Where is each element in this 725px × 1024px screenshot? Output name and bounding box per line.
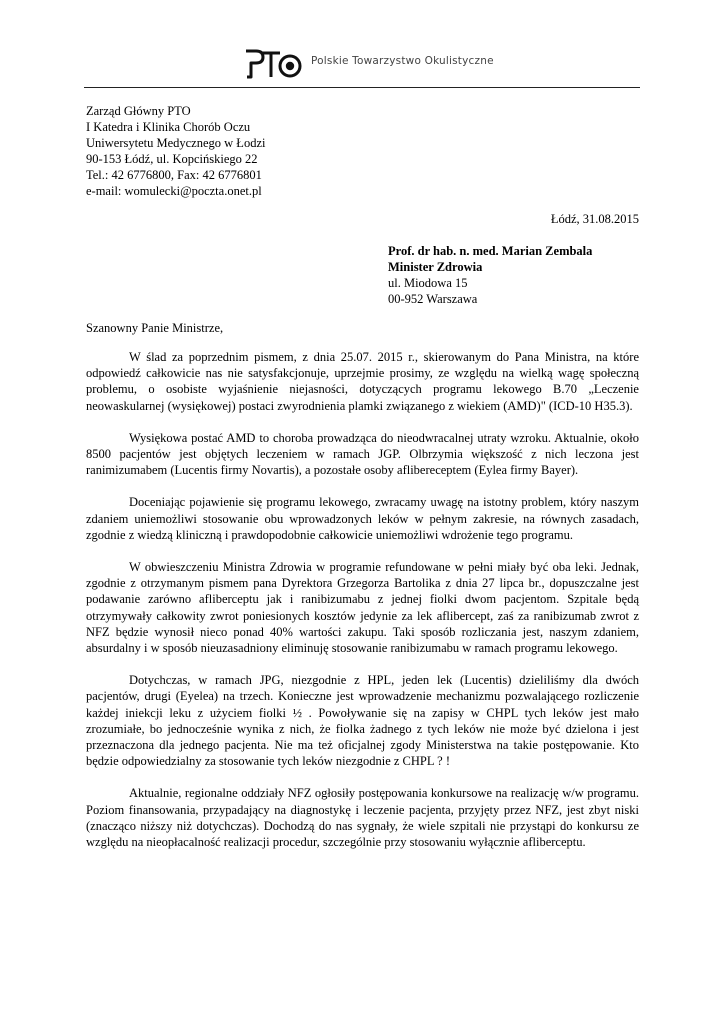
recipient-city: 00-952 Warszawa <box>388 292 478 306</box>
sender-line: 90-153 Łódź, ul. Kopcińskiego 22 <box>86 152 258 166</box>
letterhead <box>84 45 640 89</box>
recipient-street: ul. Miodowa 15 <box>388 276 468 290</box>
sender-phone: Tel.: 42 6776800, Fax: 42 6776801 <box>86 168 262 182</box>
paragraph: Aktualnie, regionalne oddziały NFZ ogłosiły postępowania konkursowe na realizację w/w programu. Poziom finansowania, przypadający na diagnostykę i leczenie pacjenta, przyjęty przez NFZ, jest zbyt niski (znacząco niższy niż dotychczas). Dochodzą do nas sygnały, że wiele szpitali nie przystąpi do konkursu ze względu na nieopłacalność realizacji procedur, szczególnie przy stosowaniu wyłącznie afliberceptu. <box>86 786 639 850</box>
header-divider <box>84 87 640 88</box>
letter-date: Łódź, 31.08.2015 <box>550 212 639 226</box>
recipient-address <box>388 243 592 307</box>
salutation: Szanowny Panie Ministrze, <box>86 321 224 335</box>
pto-logo <box>244 47 304 81</box>
letter-body <box>86 349 639 866</box>
organization-name: Polskie Towarzystwo Okulistyczne <box>311 55 494 67</box>
paragraph: W ślad za poprzednim pismem, z dnia 25.07. 2015 r., skierowanym do Pana Ministra, na które odpowiedź całkowicie nas nie satysfakcjonuje, uprzejmie prosimy, ze względu na wielką wagę społeczną problemu, o osobiste wyjaśnienie niejasności, dotyczących programu lekowego B.70 „Leczenie neowaskularnej (wysiękowej) postaci zwyrodnienia plamki związanego z wiekiem (AMD)" (ICD-10 H35.3). <box>86 350 639 413</box>
paragraph: Doceniając pojawienie się programu lekowego, zwracamy uwagę na istotny problem, który naszym zdaniem uniemożliwi stosowanie obu wprowadzonych leków w pełnym zakresie, na równych zasadach, zgodnie z wiedzą kliniczną i prawdopodobnie całkowicie uniemożliwi wdrożenie tego programu. <box>86 495 639 542</box>
paragraph: W obwieszczeniu Ministra Zdrowia w programie refundowane w pełni miały być oba leki. Jednak, zgodnie z otrzymanym pismem pana Dyrektora Grzegorza Bartolika z dnia 27 lipca br., dopuszczalne jest podawanie zarówno afliberceptu jak i ranibizumabu z jednej fiolki dwom pacjentom. Szpitale będą otrzymywały całkowity zwrot poniesionych kosztów jedynie za lek aflibercept, zaś za ranibizumab zwrot z NFZ będzie wynosił nieco ponad 40% wartości zakupu. Taki sposób rozliczania jest, naszym zdaniem, absurdalny i w sposób nieuzasadniony eliminuję stosowanie ranibizumabu w ramach programu lekowego. <box>86 560 639 656</box>
sender-line: Uniwersytetu Medycznego w Łodzi <box>86 136 266 150</box>
sender-email: e-mail: womulecki@poczta.onet.pl <box>86 184 262 198</box>
sender-line: Zarząd Główny PTO <box>86 104 191 118</box>
sender-address <box>86 103 265 199</box>
paragraph: Dotychczas, w ramach JPG, niezgodnie z HPL, jeden lek (Lucentis) dzieliliśmy dla dwóch pacjentów, drugi (Eyelea) na trzech. Konieczne jest wprowadzenie mechanizmu pozwalającego rozliczenie każdej iniekcji leku z użyciem fiolki ½ . Powoływanie się na zapisy w CHPL tych leków jest mało zrozumiałe, bo jednocześnie wynika z nich, że fiolka żadnego z tych leków nie może być dzielona i jest przeznaczona dla jednego pacjenta. Nie ma też oficjalnej zgody Ministerstwa na takie postępowanie. Kto będzie odpowiedzialny za stosowanie tych leków niezgodnie z CHPL ? ! <box>86 673 639 769</box>
paragraph: Wysiękowa postać AMD to choroba prowadząca do nieodwracalnej utraty wzroku. Aktualnie, około 8500 pacjentów jest objętych leczeniem w ramach JGP. Olbrzymia większość z nich leczona jest ranimizumabem (Lucentis firmy Novartis), a pozostałe osoby aflibereceptem (Eylea firmy Bayer). <box>86 430 639 478</box>
recipient-name: Prof. dr hab. n. med. Marian Zembala <box>388 244 593 258</box>
recipient-title: Minister Zdrowia <box>388 260 483 274</box>
sender-line: I Katedra i Klinika Chorób Oczu <box>86 120 251 134</box>
